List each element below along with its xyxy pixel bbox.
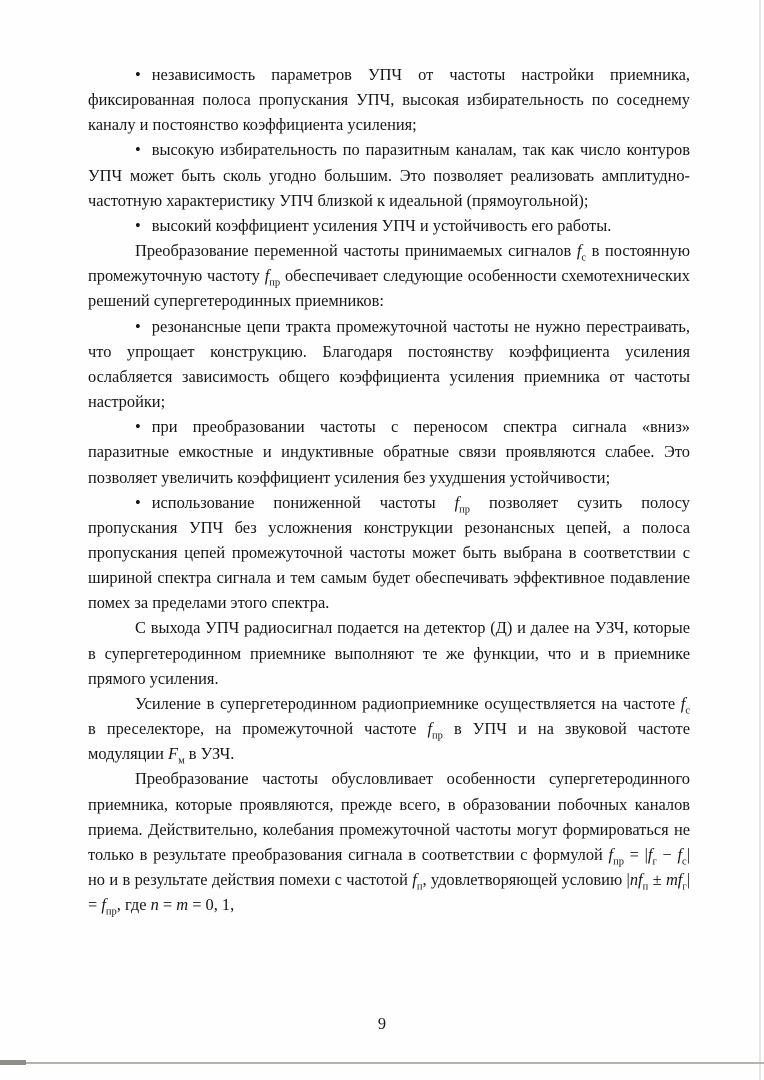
math-subscript: г (682, 881, 687, 893)
text-run: в УПЧ и на звуковой частоте модуляции (88, 719, 690, 764)
math-subscript: пр (269, 277, 281, 289)
text-run: Преобразование частоты обусловливает особенности супергетеродинного приемника, которые проявляются, прежде всего, в образовании побочных каналов приема. Действительно, колебания промежуточной частоты могут формироваться не только в результате преобразования сигнала в соответствии с формулой (88, 769, 690, 864)
scan-edge-right (759, 0, 761, 1080)
math-variable: f (680, 693, 686, 713)
text-run: в преселекторе, на промежуточной частоте (88, 719, 428, 739)
math-variable: f (677, 844, 683, 864)
bullet-icon: • (135, 65, 141, 84)
text-run: в УЗЧ. (184, 744, 235, 764)
bullet-icon: • (135, 492, 141, 512)
bullet-paragraph (88, 490, 690, 616)
text-run: , удовлетворяющей условию | (422, 870, 630, 889)
bullet-icon: • (135, 140, 141, 160)
text-run: С выхода УПЧ радиосигнал подается на детектор (Д) и далее на УЗЧ, которые в супергетеродинном приемнике выполняют те же функции, что и в приемнике прямого усиления. (88, 618, 690, 688)
math-subscript: пр (459, 503, 470, 515)
math-variable: f (576, 241, 582, 261)
text-run: использование пониженной частоты (151, 492, 455, 512)
bullet-paragraph (88, 137, 690, 212)
bullet-icon: • (135, 417, 141, 437)
text-run: высокий коэффициент усиления УПЧ и устойчивость его работы. (151, 215, 612, 235)
text-run: ± (648, 870, 666, 889)
paragraph (88, 238, 690, 313)
math-subscript: пр (613, 856, 624, 868)
math-variable: f (264, 266, 270, 286)
math-variable: f (647, 844, 653, 864)
page-number: 9 (377, 1014, 387, 1033)
math-subscript: п (416, 881, 423, 893)
text-run: = (158, 895, 177, 915)
text-run: высокую избирательность по паразитным каналам, так как число контуров УПЧ может быть сколь угодно большим. Это позволяет реализовать амплитудно-частотную характеристику УПЧ близкой к идеальной (прямоугольной); (88, 140, 690, 210)
paragraph (88, 691, 690, 766)
math-variable: n (150, 895, 159, 915)
scan-edge-bottom (0, 1062, 764, 1064)
text-run: независимость параметров УПЧ от частоты настройки приемника, фиксированная полоса пропускания УПЧ, высокая избирательность по соседнему каналу и постоянство коэффициента усиления; (88, 65, 690, 135)
math-subscript: г (652, 856, 657, 868)
text-run: в постоянную промежуточную частоту (88, 241, 690, 286)
paragraph (88, 615, 690, 690)
text-run: резонансные цепи тракта промежуточной частоты не нужно перестраивать, что упрощает конструкцию. Благодаря постоянству коэффициента усиления ослабляется зависимость общего коэффициента усиления приемника от частоты настройки; (88, 316, 690, 412)
math-subscript: с (682, 856, 687, 868)
math-variable: f (412, 870, 417, 889)
math-subscript: с (685, 705, 690, 717)
text-run: | но и в результате действия помехи с частотой (88, 844, 690, 889)
math-subscript: пр (432, 730, 443, 742)
math-subscript: м (178, 755, 185, 767)
math-variable: f (454, 492, 460, 512)
math-variable: f (608, 844, 614, 864)
math-variable: f (101, 895, 106, 915)
text-run: | = (88, 870, 690, 915)
math-variable: m (176, 895, 189, 915)
text-run: обеспечивает следующие особенности схемотехнических решений супергетеродинных приемников: (88, 266, 690, 311)
math-subscript: п (642, 881, 649, 893)
text-run: = 0, 1, (188, 895, 235, 915)
math-variable: nf (629, 870, 643, 889)
bullet-paragraph (88, 314, 690, 415)
bullet-paragraph (88, 62, 690, 137)
text-run: − (656, 844, 678, 864)
text-run: позволяет сузить полосу пропускания УПЧ без усложнения конструкции резонансных цепей, а полоса пропускания цепей промежуточной частоты может быть выбрана в соответствии с шириной спектра сигнала и тем самым будет обеспечивать эффективное подавление помех за пределами этого спектра. (88, 492, 690, 613)
paragraph (88, 766, 690, 917)
bullet-icon: • (135, 316, 141, 336)
math-subscript: пр (105, 906, 117, 918)
bullet-paragraph (88, 414, 690, 489)
text-run: = | (623, 844, 648, 864)
bullet-paragraph (88, 213, 690, 238)
scan-edge-bottom-left (0, 1060, 26, 1065)
text-run: , где (116, 895, 151, 915)
math-variable: mf (665, 870, 683, 889)
math-variable: f (427, 719, 432, 739)
text-run: при преобразовании частоты с переносом спектра сигнала «вниз» паразитные емкостные и индуктивные обратные связи проявляются слабее. Это позволяет увеличить коэффициент усиления без ухудшения устойчивости; (88, 417, 690, 487)
math-subscript: с (581, 252, 587, 264)
text-run: Усиление в супергетеродинном радиоприемнике осуществляется на частоте (135, 693, 681, 713)
bullet-icon: • (135, 215, 141, 235)
math-variable: F (168, 744, 179, 764)
page-body (88, 62, 690, 917)
text-run: Преобразование переменной частоты принимаемых сигналов (135, 241, 577, 261)
